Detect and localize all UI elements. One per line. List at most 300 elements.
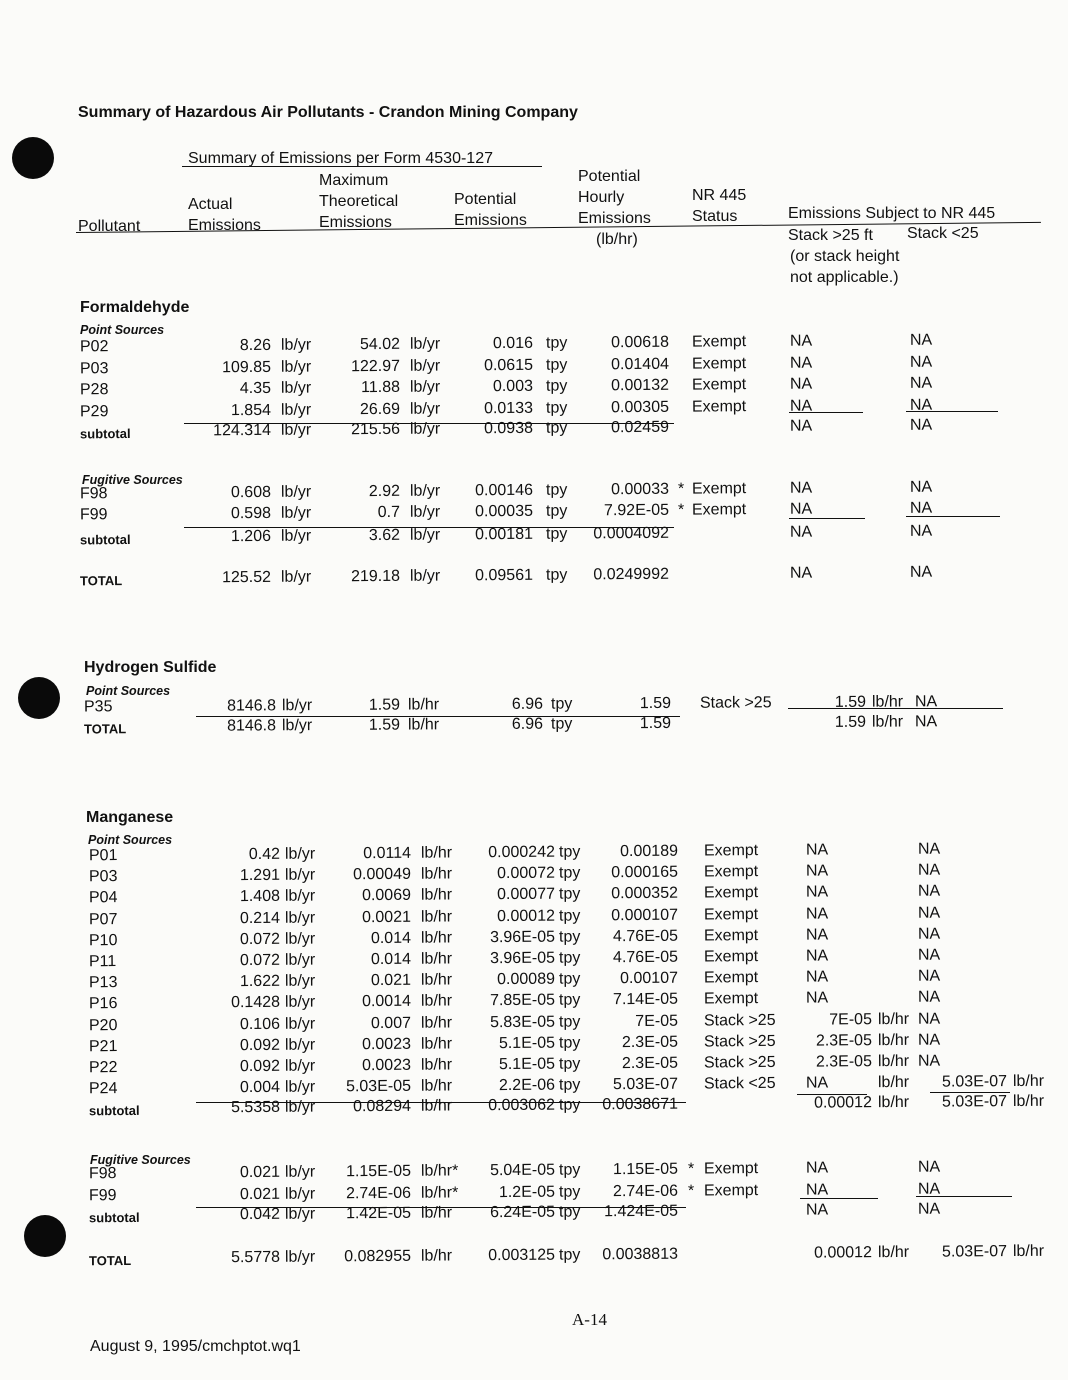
row-label: P21 — [88, 1037, 118, 1056]
stack-lt25-value: NA — [917, 1180, 941, 1198]
actual-value: 1.206 — [230, 527, 272, 546]
stack-rule — [788, 708, 1003, 709]
potential-value: 0.0133 — [483, 399, 534, 417]
potential-value: 0.003062 — [488, 1096, 556, 1115]
potential-value: 0.003 — [492, 377, 534, 396]
max-unit: lb/hr — [420, 1014, 453, 1032]
potential-unit: tpy — [545, 481, 568, 499]
max-unit: lb/yr — [409, 420, 441, 438]
hourly-value: 0.0249992 — [593, 565, 670, 584]
nr445-status: Exempt — [691, 376, 747, 394]
actual-unit: lb/yr — [280, 504, 312, 522]
max-value: 0.00049 — [353, 865, 412, 884]
actual-unit: lb/yr — [284, 1185, 316, 1203]
max-value: 0.0023 — [361, 1035, 412, 1053]
actual-value: 1.291 — [239, 866, 281, 885]
fugitive-asterisk: * — [677, 480, 685, 498]
actual-unit: lb/yr — [284, 951, 316, 969]
actual-unit: lb/yr — [284, 845, 316, 863]
stack-gt25-rule — [800, 1198, 878, 1199]
potential-unit: tpy — [558, 1203, 581, 1221]
actual-value: 0.072 — [239, 930, 281, 948]
max-unit: lb/hr — [420, 1056, 453, 1074]
actual-unit: lb/yr — [280, 483, 312, 501]
nr445-status: Stack >25 — [703, 1053, 776, 1072]
header-subject: Emissions Subject to NR 445 — [788, 205, 996, 222]
max-unit: lb/hr* — [420, 1183, 459, 1202]
stack-lt25-value: 5.03E-07 — [941, 1093, 1008, 1111]
max-unit: lb/yr — [409, 567, 441, 585]
stack-lt25-value: NA — [914, 693, 938, 711]
hourly-value: 0.00107 — [620, 969, 679, 988]
hourly-value: 0.0004092 — [593, 524, 670, 543]
potential-value: 0.000242 — [488, 843, 556, 862]
potential-unit: tpy — [558, 864, 581, 882]
max-value: 0.08294 — [353, 1097, 412, 1116]
actual-unit: lb/yr — [280, 336, 312, 354]
actual-value: 0.42 — [248, 845, 281, 864]
section-manganese: Manganese — [86, 809, 174, 826]
actual-unit: lb/yr — [280, 401, 312, 419]
actual-unit: lb/yr — [284, 1098, 316, 1116]
hourly-value: 2.74E-06 — [612, 1182, 679, 1200]
header-actual-1: Actual — [188, 196, 233, 213]
stack-lt25-rule — [906, 411, 998, 412]
header-max-1: Maximum — [319, 172, 389, 189]
stack-lt25-value: NA — [917, 1052, 941, 1070]
potential-value: 5.04E-05 — [489, 1161, 556, 1180]
potential-value: 3.96E-05 — [489, 928, 556, 946]
header-actual-2: Emissions — [188, 217, 261, 234]
fugitive-asterisk: * — [687, 1182, 695, 1200]
stack-gt25-value: 1.59 — [834, 713, 867, 731]
actual-unit: lb/yr — [281, 717, 313, 735]
hourly-value: 0.00189 — [620, 842, 679, 861]
actual-unit: lb/yr — [280, 527, 312, 545]
nr445-status: Exempt — [691, 480, 747, 498]
stack-gt25-value: 0.00012 — [814, 1094, 873, 1112]
potential-value: 5.1E-05 — [498, 1034, 556, 1052]
actual-unit: lb/yr — [284, 1036, 316, 1054]
actual-value: 1.622 — [239, 972, 281, 991]
max-unit: lb/hr — [420, 971, 453, 989]
potential-value: 0.00089 — [497, 970, 556, 989]
actual-value: 0.021 — [239, 1185, 281, 1203]
max-unit: lb/yr — [409, 378, 441, 396]
max-unit: lb/hr — [420, 1097, 453, 1115]
stack-lt25-value: NA — [917, 989, 941, 1007]
max-unit: lb/yr — [409, 400, 441, 418]
max-unit: lb/hr — [420, 929, 453, 947]
potential-unit: tpy — [558, 1055, 581, 1073]
stack-lt25-value: NA — [917, 904, 941, 922]
max-value: 5.03E-05 — [345, 1077, 412, 1096]
stack-lt25-value: NA — [909, 374, 933, 392]
max-value: 0.0114 — [363, 844, 412, 863]
section-hydrogen-sulfide: Hydrogen Sulfide — [84, 659, 217, 676]
stack-gt25-value: NA — [789, 523, 813, 541]
hourly-value: 7.92E-05 — [603, 501, 670, 520]
actual-unit: lb/yr — [284, 1057, 316, 1075]
actual-unit: lb/yr — [280, 568, 312, 586]
nr445-status: Exempt — [703, 884, 759, 902]
header-max-2: Theoretical — [319, 193, 399, 210]
stack-lt25-value: 5.03E-07 — [941, 1073, 1008, 1091]
stack-gt25-value: NA — [805, 883, 829, 902]
header-stack-note-1: (or stack height — [790, 248, 900, 265]
max-unit: lb/hr — [420, 992, 453, 1011]
potential-unit: tpy — [545, 566, 568, 584]
stack-gt25-rule — [789, 412, 863, 413]
nr445-status: Exempt — [703, 842, 759, 860]
potential-unit: tpy — [558, 907, 581, 925]
row-label: TOTAL — [88, 1252, 132, 1269]
stack-gt25-value: NA — [789, 397, 813, 415]
stack-lt25-rule — [916, 1196, 1012, 1197]
header-stack-note-2: not applicable.) — [790, 269, 899, 286]
potential-unit: tpy — [558, 1013, 581, 1031]
stack-gt25-value: 2.3E-05 — [815, 1031, 873, 1050]
max-value: 0.082955 — [344, 1247, 412, 1266]
max-unit: lb/hr — [420, 1077, 453, 1095]
max-value: 0.7 — [377, 503, 401, 522]
stack-lt25-value: NA — [917, 883, 941, 901]
stack-lt25-value: NA — [917, 1158, 941, 1176]
hourly-value: 1.59 — [639, 714, 672, 733]
actual-unit: lb/yr — [284, 1205, 316, 1223]
max-unit: lb/yr — [409, 503, 441, 521]
potential-unit: tpy — [545, 419, 568, 437]
potential-unit: tpy — [545, 525, 568, 543]
actual-value: 109.85 — [221, 358, 272, 376]
potential-value: 0.09561 — [475, 566, 534, 585]
stack-gt25-unit: lb/hr — [871, 713, 904, 731]
hourly-value: 7.14E-05 — [612, 991, 679, 1009]
stack-lt25-unit: lb/hr — [1012, 1092, 1045, 1111]
potential-value: 0.00035 — [475, 502, 534, 521]
actual-unit: lb/yr — [284, 1248, 316, 1266]
row-label: P24 — [88, 1080, 118, 1098]
nr445-status: Stack >25 — [699, 694, 772, 712]
potential-unit: tpy — [558, 885, 581, 904]
nr445-status: Exempt — [703, 990, 759, 1008]
stack-gt25-value: NA — [805, 841, 829, 859]
row-label: P03 — [88, 868, 118, 886]
stack-lt25-rule — [906, 516, 1000, 517]
hourly-value: 1.424E-05 — [604, 1202, 679, 1221]
actual-value: 8146.8 — [226, 697, 277, 715]
stack-lt25-value: NA — [917, 1010, 941, 1028]
max-value: 215.56 — [350, 420, 401, 439]
header-hourly-4: (lb/hr) — [596, 231, 638, 248]
potential-value: 0.0938 — [483, 419, 534, 438]
max-unit: lb/hr — [407, 716, 440, 734]
hourly-value: 0.00305 — [611, 398, 670, 416]
actual-unit: lb/yr — [284, 887, 316, 906]
max-value: 0.0023 — [361, 1056, 412, 1075]
stack-lt25-value: 5.03E-07 — [941, 1243, 1008, 1261]
potential-unit: tpy — [558, 949, 581, 967]
actual-unit: lb/yr — [284, 1015, 316, 1033]
stack-gt25-value: 7E-05 — [829, 1010, 873, 1029]
actual-value: 1.408 — [239, 888, 281, 906]
stack-gt25-value: NA — [805, 1074, 829, 1092]
stack-lt25-value: NA — [917, 946, 941, 964]
row-label: P28 — [79, 381, 109, 399]
max-unit: lb/yr — [409, 357, 441, 375]
potential-value: 0.016 — [492, 334, 534, 353]
stack-gt25-unit: lb/hr — [877, 1243, 910, 1262]
potential-value: 6.24E-05 — [489, 1203, 556, 1222]
row-label: F98 — [79, 485, 108, 503]
max-value: 0.021 — [370, 971, 412, 990]
nr445-status: Exempt — [703, 905, 759, 924]
nr445-status: Exempt — [691, 397, 747, 416]
stack-lt25-value: NA — [917, 1200, 941, 1218]
stack-lt25-value: NA — [917, 925, 941, 943]
fugitive-asterisk: * — [677, 501, 685, 519]
header-hourly-3: Emissions — [578, 210, 651, 227]
max-unit: lb/hr* — [420, 1162, 459, 1180]
fugitive-asterisk: * — [687, 1160, 695, 1178]
max-value: 0.007 — [370, 1014, 412, 1032]
stack-lt25-value: NA — [909, 416, 933, 434]
stack-lt25-value: NA — [909, 499, 933, 517]
header-hourly-2: Hourly — [578, 189, 625, 206]
row-label: P13 — [88, 974, 118, 992]
max-unit: lb/yr — [409, 482, 441, 500]
actual-value: 8.26 — [239, 336, 272, 355]
stack-gt25-value: NA — [789, 417, 813, 435]
actual-unit: lb/yr — [281, 697, 313, 715]
max-unit: lb/hr — [407, 696, 440, 714]
header-group-label: Summary of Emissions per Form 4530-127 — [188, 150, 493, 167]
actual-value: 8146.8 — [226, 717, 277, 735]
row-label: P10 — [88, 931, 118, 950]
hourly-value: 2.3E-05 — [621, 1033, 679, 1051]
hourly-value: 1.15E-05 — [612, 1160, 679, 1179]
document-title: Summary of Hazardous Air Pollutants - Crandon Mining Company — [78, 104, 578, 121]
max-value: 219.18 — [350, 567, 401, 586]
stack-gt25-value: NA — [805, 947, 829, 965]
potential-unit: tpy — [558, 1182, 581, 1201]
stack-gt25-value: NA — [805, 862, 829, 880]
actual-value: 0.004 — [239, 1078, 281, 1097]
potential-value: 5.83E-05 — [489, 1013, 556, 1031]
potential-unit: tpy — [558, 991, 581, 1010]
potential-value: 5.1E-05 — [498, 1055, 556, 1074]
actual-value: 0.021 — [239, 1163, 281, 1182]
header-max-3: Emissions — [319, 214, 392, 231]
nr445-status: Stack <25 — [703, 1075, 776, 1093]
row-label: subtotal — [79, 425, 131, 442]
max-value: 1.42E-05 — [345, 1204, 412, 1223]
header-status-2: Status — [692, 208, 738, 225]
header-group-rule — [182, 166, 542, 167]
stack-lt25-value: NA — [909, 478, 933, 496]
stack-gt25-value: NA — [805, 1180, 829, 1199]
actual-value: 4.35 — [239, 379, 272, 398]
potential-unit: tpy — [558, 928, 581, 946]
punch-hole-top — [12, 137, 54, 179]
header-status-1: NR 445 — [692, 187, 747, 204]
footer-filename: August 9, 1995/cmchptot.wq1 — [90, 1338, 301, 1355]
max-value: 0.0014 — [361, 993, 412, 1011]
actual-value: 0.042 — [239, 1205, 281, 1224]
stack-lt25-value: NA — [909, 396, 933, 414]
stack-gt25-unit: lb/hr — [877, 1093, 910, 1112]
actual-value: 5.5778 — [230, 1248, 281, 1267]
potential-unit: tpy — [550, 695, 573, 713]
stack-gt25-unit: lb/hr — [877, 1074, 910, 1092]
max-unit: lb/hr — [420, 886, 453, 905]
max-unit: lb/yr — [409, 335, 441, 353]
potential-value: 0.00072 — [497, 864, 556, 883]
nr445-status: Exempt — [703, 948, 759, 966]
nr445-status: Exempt — [691, 501, 747, 519]
row-label: F99 — [88, 1186, 117, 1204]
stack-lt25-value: NA — [914, 713, 938, 731]
nr445-status: Exempt — [691, 354, 747, 373]
hourly-value: 0.02459 — [611, 418, 670, 437]
row-label: F99 — [79, 506, 108, 524]
stack-lt25-value: NA — [917, 967, 941, 985]
formaldehyde-point-label: Point Sources — [80, 323, 165, 337]
nr445-status: Stack >25 — [703, 1032, 776, 1051]
row-label: P29 — [79, 402, 109, 420]
stack-lt25-value: NA — [917, 861, 941, 879]
potential-unit: tpy — [545, 399, 568, 417]
nr445-status: Exempt — [703, 969, 759, 987]
total-row — [0, 1243, 1068, 1273]
nr445-status: Exempt — [703, 1160, 759, 1178]
potential-value: 7.85E-05 — [489, 992, 556, 1010]
potential-unit: tpy — [545, 502, 568, 520]
actual-value: 5.5358 — [230, 1098, 281, 1117]
row-label: TOTAL — [83, 721, 127, 737]
potential-value: 6.96 — [511, 715, 544, 733]
nr445-status: Exempt — [703, 1181, 759, 1199]
potential-value: 1.2E-05 — [498, 1183, 556, 1201]
actual-value: 0.092 — [239, 1036, 281, 1054]
stack-gt25-value: 1.59 — [834, 693, 867, 711]
hourly-value: 2.3E-05 — [621, 1054, 679, 1073]
actual-unit: lb/yr — [280, 358, 312, 376]
potential-unit: tpy — [558, 1076, 581, 1094]
row-label: subtotal — [79, 531, 131, 548]
hourly-value: 0.0038813 — [602, 1245, 679, 1264]
potential-value: 0.0615 — [483, 356, 534, 374]
header-hourly-1: Potential — [578, 168, 641, 185]
row-label: P20 — [88, 1016, 118, 1034]
row-label: subtotal — [88, 1102, 140, 1119]
nr445-status: Exempt — [691, 333, 747, 351]
actual-value: 0.598 — [230, 504, 272, 523]
max-value: 122.97 — [350, 357, 401, 375]
stack-gt25-unit: lb/hr — [877, 1031, 910, 1049]
actual-unit: lb/yr — [284, 930, 316, 948]
h2s-point-label: Point Sources — [86, 684, 171, 698]
nr445-status: Stack >25 — [703, 1011, 776, 1030]
row-label: P01 — [88, 847, 118, 865]
nr445-status: Exempt — [703, 926, 759, 945]
potential-value: 2.2E-06 — [498, 1076, 556, 1095]
stack-lt25-value: NA — [909, 522, 933, 540]
actual-unit: lb/yr — [284, 866, 316, 884]
stack-gt25-value: NA — [789, 354, 813, 372]
hourly-value: 0.00132 — [611, 376, 670, 395]
hourly-value: 4.76E-05 — [612, 948, 679, 967]
potential-unit: tpy — [558, 1096, 581, 1114]
potential-unit: tpy — [558, 970, 581, 988]
stack-gt25-value: NA — [789, 479, 813, 497]
actual-unit: lb/yr — [284, 909, 316, 927]
header-pollutant: Pollutant — [78, 218, 141, 235]
potential-value: 0.00181 — [475, 525, 534, 544]
stack-gt25-unit: lb/hr — [877, 1010, 910, 1028]
formaldehyde-fugitive-label: Fugitive Sources — [82, 473, 183, 487]
row-label: F98 — [88, 1165, 117, 1183]
actual-unit: lb/yr — [284, 1163, 316, 1181]
actual-value: 124.314 — [213, 421, 272, 440]
stack-lt25-value: NA — [909, 563, 933, 581]
hourly-value: 5.03E-07 — [612, 1075, 679, 1094]
max-value: 54.02 — [359, 335, 401, 354]
potential-unit: tpy — [558, 843, 581, 861]
stack-gt25-value: NA — [805, 968, 829, 986]
potential-value: 0.00077 — [497, 886, 556, 904]
actual-value: 0.608 — [230, 483, 272, 502]
max-unit: lb/hr — [420, 950, 453, 968]
stack-lt25-unit: lb/hr — [1012, 1072, 1045, 1091]
stack-gt25-value: NA — [805, 1159, 829, 1177]
potential-unit: tpy — [545, 377, 568, 395]
hourly-value: 0.000107 — [611, 906, 679, 924]
actual-value: 1.854 — [230, 401, 272, 419]
nr445-status: Exempt — [703, 863, 759, 881]
row-label: P16 — [88, 995, 118, 1013]
stack-gt25-unit: lb/hr — [877, 1052, 910, 1071]
hourly-value: 0.000352 — [611, 885, 679, 903]
actual-value: 0.1428 — [230, 994, 281, 1012]
row-label: P35 — [83, 698, 113, 716]
row-label: P11 — [88, 953, 117, 971]
hourly-value: 0.0038671 — [602, 1095, 679, 1114]
stack-gt25-value: NA — [805, 1201, 829, 1219]
stack-gt25-value: 2.3E-05 — [815, 1053, 873, 1071]
stack-gt25-value: NA — [789, 500, 813, 518]
stack-gt25-value: 0.00012 — [814, 1244, 873, 1262]
actual-value: 0.106 — [239, 1015, 281, 1033]
stack-lt25-value: NA — [917, 840, 941, 858]
header-potential-1: Potential — [454, 191, 517, 208]
potential-unit: tpy — [550, 715, 573, 733]
potential-value: 0.00146 — [475, 481, 534, 500]
hourly-value: 0.00618 — [611, 333, 670, 352]
manganese-point-label: Point Sources — [88, 833, 173, 847]
stack-gt25-value: NA — [789, 564, 813, 582]
actual-value: 0.072 — [239, 951, 281, 970]
max-unit: lb/hr — [420, 908, 453, 926]
stack-gt25-value: NA — [789, 375, 813, 393]
hourly-value: 4.76E-05 — [612, 927, 679, 945]
max-value: 0.014 — [370, 929, 412, 947]
actual-value: 125.52 — [221, 568, 272, 587]
max-unit: lb/hr — [420, 844, 453, 862]
stack-gt25-rule — [789, 518, 865, 519]
max-value: 2.74E-06 — [345, 1184, 412, 1202]
potential-value: 6.96 — [511, 695, 544, 713]
